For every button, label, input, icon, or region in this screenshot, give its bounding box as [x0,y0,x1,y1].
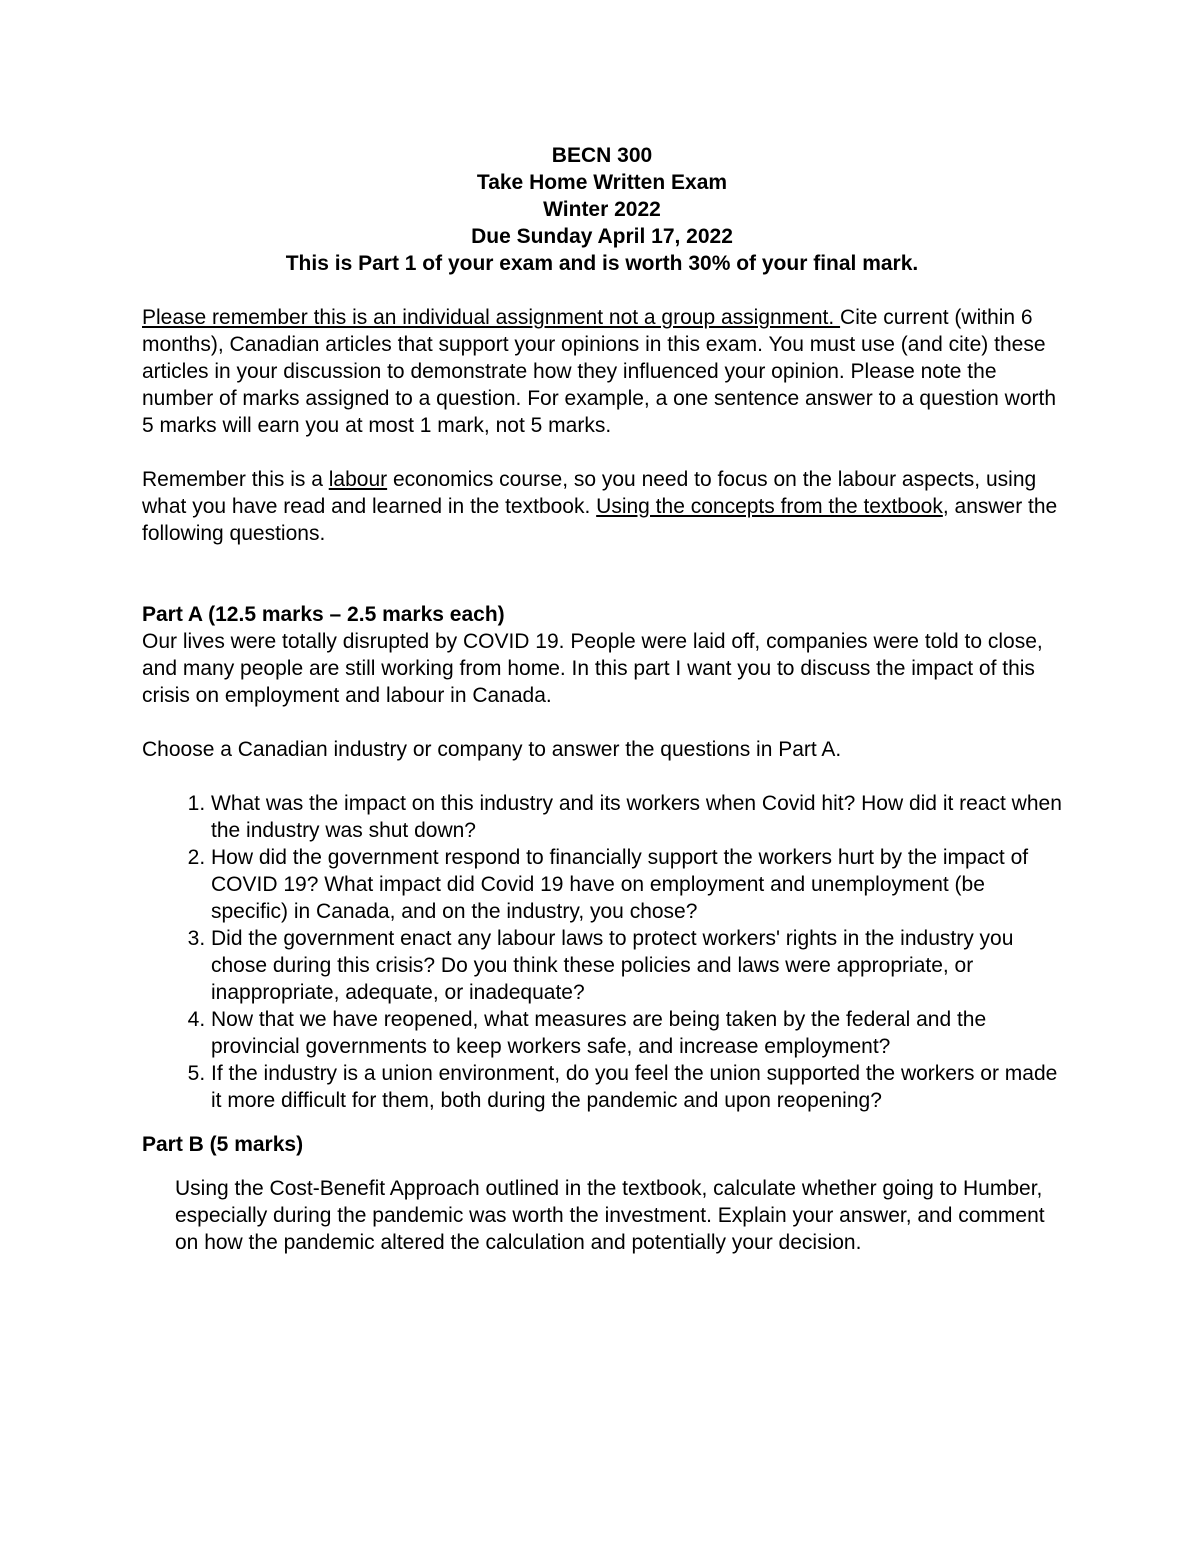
part-a-questions [142,790,1062,1114]
question-1: 1. What was the impact on this industry and its workers when Covid hit? How did it react when the industry was shut down? [211,790,1062,844]
question-2: 2. How did the government respond to financially support the workers hurt by the impact of COVID 19? What impact did Covid 19 have on employment and unemployment (be specific) in Canada, and on the industry, you chose? [211,844,1062,925]
part-a-intro: Our lives were totally disrupted by COVID 19. People were laid off, companies were told to close, and many people are still working from home. In this part I want you to discuss the impact of this crisis on employment and labour in Canada. [142,630,1043,707]
part-a-instruction: Choose a Canadian industry or company to answer the questions in Part A. [142,738,842,761]
part-b-body: Using the Cost-Benefit Approach outlined in the textbook, calculate whether going to Humber, especially during the pandemic was worth the investment. Explain your answer, and comment on how the pandemic altered the calculation and potentially your decision. [175,1177,1045,1254]
intro-paragraph [142,304,1062,439]
reminder-text-3: , answer the following questions. [142,495,1058,545]
weight-note: This is Part 1 of your exam and is worth 30% of your final mark. [285,252,919,275]
individual-assignment-note: Please remember this is an individual assignment not a group assignment. [142,306,841,329]
intro-text: Cite current (within 6 months), Canadian articles that support your opinions in this exam. You must use (and cite) these articles in your discussion to demonstrate how they influenced your opinion. Please note the number of marks assigned to a question. For example, a one sentence answer to a question worth 5 marks will earn you at most 1 mark, not 5 marks. [142,306,1057,437]
course-code: BECN 300 [551,144,653,167]
question-4: 4. Now that we have reopened, what measures are being taken by the federal and the provincial governments to keep workers safe, and increase employment? [211,1006,1062,1060]
reminder-concepts-phrase: Using the concepts from the textbook [596,495,943,518]
part-a-heading: Part A (12.5 marks – 2.5 marks each) [142,603,505,626]
reminder-text-1: Remember this is a [142,468,329,491]
due-date: Due Sunday April 17, 2022 [471,225,733,248]
exam-document [142,142,1062,1256]
part-b-heading: Part B (5 marks) [142,1133,304,1156]
question-3: 3. Did the government enact any labour laws to protect workers' rights in the industry you chose during this crisis? Do you think these policies and laws were appropriate, or inappropriate, adequate, or inadequate? [211,925,1062,1006]
exam-term: Winter 2022 [543,198,661,221]
reminder-labour-word: labour [328,468,388,491]
reminder-paragraph [142,466,1062,547]
reminder-text-2: economics course, so you need to focus on the labour aspects, using what you have read and learned in the textbook. [142,468,1037,518]
exam-title: Take Home Written Exam [476,171,728,194]
question-5: 5. If the industry is a union environment, do you feel the union supported the workers or made it more difficult for them, both during the pandemic and upon reopening? [211,1060,1062,1114]
exam-header [142,142,1062,277]
